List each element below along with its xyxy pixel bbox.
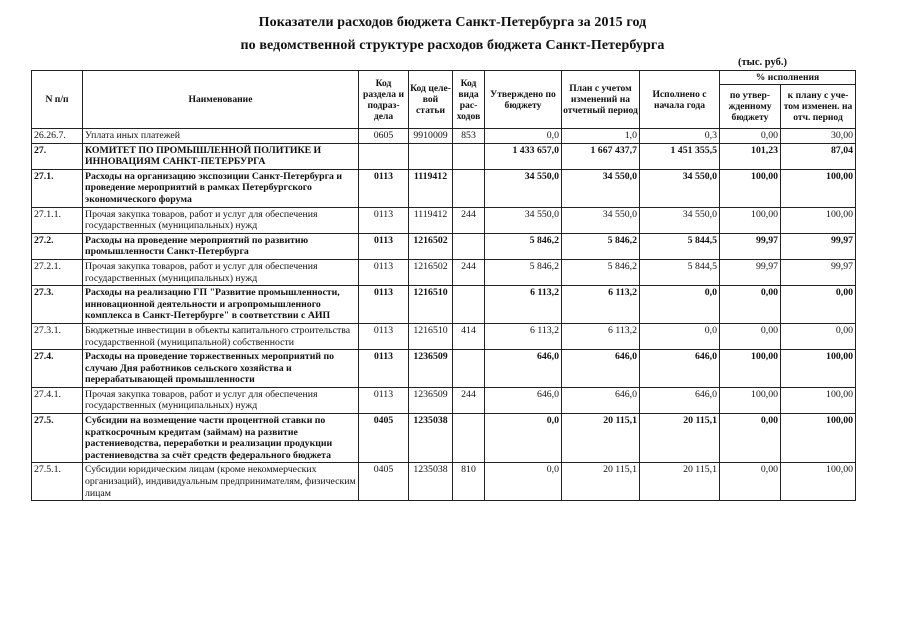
row-approved: 5 846,2 (485, 259, 562, 285)
row-plan: 5 846,2 (562, 233, 640, 259)
header-percent: % исполнения (720, 71, 856, 85)
row-number: 27.3. (32, 286, 83, 324)
table-body (32, 129, 856, 501)
row-article-code: 1216502 (409, 233, 453, 259)
header-name: Наименование (83, 71, 359, 129)
row-article-code: 1235038 (409, 463, 453, 501)
table-row (32, 286, 856, 324)
row-executed: 646,0 (640, 350, 720, 388)
row-approved: 0,0 (485, 414, 562, 463)
table-row (32, 463, 856, 501)
row-name: Уплата иных платежей (83, 129, 359, 144)
row-name: Субсидии юридическим лицам (кроме некоммерческих организаций), индивидуальным предпринимателям, физическим лицам (83, 463, 359, 501)
row-plan: 5 846,2 (562, 259, 640, 285)
row-name: Расходы на реализацию ГП "Развитие промышленности, инновационной деятельности и агропромышленного комплекса в Санкт-Петербурге" в соответствии с АИП (83, 286, 359, 324)
row-plan: 6 113,2 (562, 286, 640, 324)
row-approved: 6 113,2 (485, 323, 562, 349)
row-executed: 34 550,0 (640, 169, 720, 207)
row-article-code: 1216502 (409, 259, 453, 285)
row-percent-approved: 0,00 (720, 323, 781, 349)
row-type-code: 810 (453, 463, 485, 501)
row-percent-approved: 100,00 (720, 350, 781, 388)
row-plan: 20 115,1 (562, 414, 640, 463)
table-row (32, 414, 856, 463)
row-executed: 34 550,0 (640, 207, 720, 233)
row-number: 27.2.1. (32, 259, 83, 285)
header-statya: Код целе-вой статьи (409, 71, 453, 129)
row-type-code: 244 (453, 207, 485, 233)
row-number: 27. (32, 143, 83, 169)
header-executed: Исполнено с начала года (640, 71, 720, 129)
row-name: Прочая закупка товаров, работ и услуг для обеспечения государственных (муниципальных) нужд (83, 207, 359, 233)
row-number: 27.1.1. (32, 207, 83, 233)
header-num: N п/п (32, 71, 83, 129)
row-percent-approved: 0,00 (720, 129, 781, 144)
table-row (32, 323, 856, 349)
row-article-code (409, 143, 453, 169)
row-article-code: 1216510 (409, 286, 453, 324)
row-plan: 1,0 (562, 129, 640, 144)
header-razdel: Код раздела и подраз-дела (359, 71, 409, 129)
row-name: Расходы на организацию экспозиции Санкт-Петербурга и проведение мероприятий в рамках Петербургского экономического форума (83, 169, 359, 207)
row-name: Расходы на проведение торжественных мероприятий по случаю Дня работников сельского хозяйства и перерабатывающей промышленности (83, 350, 359, 388)
row-type-code (453, 143, 485, 169)
row-number: 26.26.7. (32, 129, 83, 144)
table-row (32, 207, 856, 233)
row-number: 27.2. (32, 233, 83, 259)
row-percent-plan: 99,97 (781, 233, 856, 259)
row-name: Прочая закупка товаров, работ и услуг для обеспечения государственных (муниципальных) нужд (83, 387, 359, 413)
table-row (32, 259, 856, 285)
row-type-code: 853 (453, 129, 485, 144)
row-percent-plan: 99,97 (781, 259, 856, 285)
header-percent-approved: по утвер-жденному бюджету (720, 85, 781, 129)
row-section-code: 0113 (359, 286, 409, 324)
row-type-code (453, 414, 485, 463)
header-approved: Утверждено по бюджету (485, 71, 562, 129)
row-section-code: 0605 (359, 129, 409, 144)
table-row (32, 143, 856, 169)
row-percent-approved: 100,00 (720, 207, 781, 233)
row-percent-plan: 87,04 (781, 143, 856, 169)
row-section-code: 0113 (359, 350, 409, 388)
row-section-code: 0113 (359, 387, 409, 413)
row-section-code: 0113 (359, 169, 409, 207)
row-article-code: 1236509 (409, 387, 453, 413)
row-name: Субсидии на возмещение части процентной ставки по краткосрочным кредитам (займам) на развитие растениеводства, переработки и реализации продукции растениеводства за счёт средств федерального бюджета (83, 414, 359, 463)
row-number: 27.5. (32, 414, 83, 463)
row-plan: 646,0 (562, 350, 640, 388)
row-plan: 6 113,2 (562, 323, 640, 349)
row-approved: 0,0 (485, 463, 562, 501)
row-number: 27.5.1. (32, 463, 83, 501)
row-name: КОМИТЕТ ПО ПРОМЫШЛЕННОЙ ПОЛИТИКЕ И ИННОВАЦИЯМ САНКТ-ПЕТЕРБУРГА (83, 143, 359, 169)
row-plan: 646,0 (562, 387, 640, 413)
row-type-code (453, 169, 485, 207)
row-number: 27.3.1. (32, 323, 83, 349)
row-plan: 34 550,0 (562, 207, 640, 233)
row-article-code: 1236509 (409, 350, 453, 388)
row-executed: 0,3 (640, 129, 720, 144)
header-plan: План с учетом изменений на отчетный период (562, 71, 640, 129)
row-percent-plan: 100,00 (781, 387, 856, 413)
row-approved: 6 113,2 (485, 286, 562, 324)
table-row (32, 233, 856, 259)
row-article-code: 1235038 (409, 414, 453, 463)
row-percent-plan: 100,00 (781, 350, 856, 388)
row-approved: 646,0 (485, 350, 562, 388)
units-label: (тыс. руб.) (738, 57, 787, 68)
row-type-code (453, 233, 485, 259)
row-section-code (359, 143, 409, 169)
row-executed: 0,0 (640, 286, 720, 324)
budget-table (31, 70, 856, 501)
row-percent-approved: 99,97 (720, 259, 781, 285)
table-row (32, 169, 856, 207)
report-title: Показатели расходов бюджета Санкт-Петербурга за 2015 год (258, 15, 647, 30)
row-section-code: 0405 (359, 414, 409, 463)
row-plan: 20 115,1 (562, 463, 640, 501)
header-percent-plan: к плану с уче-том изменен. на отч. период (781, 85, 856, 129)
row-approved: 34 550,0 (485, 207, 562, 233)
row-approved: 646,0 (485, 387, 562, 413)
row-number: 27.4. (32, 350, 83, 388)
row-approved: 0,0 (485, 129, 562, 144)
row-name: Бюджетные инвестиции в объекты капитального строительства государственной (муниципальной) собственности (83, 323, 359, 349)
row-percent-approved: 0,00 (720, 463, 781, 501)
row-type-code (453, 350, 485, 388)
row-executed: 20 115,1 (640, 414, 720, 463)
row-number: 27.4.1. (32, 387, 83, 413)
row-section-code: 0113 (359, 323, 409, 349)
row-approved: 1 433 657,0 (485, 143, 562, 169)
row-percent-approved: 0,00 (720, 286, 781, 324)
row-name: Прочая закупка товаров, работ и услуг для обеспечения государственных (муниципальных) нужд (83, 259, 359, 285)
row-percent-plan: 0,00 (781, 286, 856, 324)
row-executed: 20 115,1 (640, 463, 720, 501)
table-row (32, 129, 856, 144)
row-percent-approved: 100,00 (720, 387, 781, 413)
row-percent-plan: 100,00 (781, 207, 856, 233)
row-percent-approved: 0,00 (720, 414, 781, 463)
row-type-code: 414 (453, 323, 485, 349)
row-percent-approved: 99,97 (720, 233, 781, 259)
row-percent-plan: 100,00 (781, 169, 856, 207)
row-percent-approved: 100,00 (720, 169, 781, 207)
row-approved: 34 550,0 (485, 169, 562, 207)
row-section-code: 0113 (359, 207, 409, 233)
row-section-code: 0113 (359, 259, 409, 285)
row-number: 27.1. (32, 169, 83, 207)
row-article-code: 1119412 (409, 169, 453, 207)
row-percent-plan: 100,00 (781, 414, 856, 463)
row-article-code: 9910009 (409, 129, 453, 144)
row-section-code: 0405 (359, 463, 409, 501)
row-section-code: 0113 (359, 233, 409, 259)
row-plan: 34 550,0 (562, 169, 640, 207)
row-executed: 646,0 (640, 387, 720, 413)
row-article-code: 1216510 (409, 323, 453, 349)
row-executed: 0,0 (640, 323, 720, 349)
row-executed: 1 451 355,5 (640, 143, 720, 169)
row-executed: 5 844,5 (640, 259, 720, 285)
row-type-code (453, 286, 485, 324)
table-row (32, 387, 856, 413)
row-type-code: 244 (453, 259, 485, 285)
row-approved: 5 846,2 (485, 233, 562, 259)
row-percent-plan: 30,00 (781, 129, 856, 144)
header-vid: Код вида рас-ходов (453, 71, 485, 129)
row-name: Расходы на проведение мероприятий по развитию промышленности Санкт-Петербурга (83, 233, 359, 259)
row-percent-approved: 101,23 (720, 143, 781, 169)
table-row (32, 350, 856, 388)
row-executed: 5 844,5 (640, 233, 720, 259)
report-subtitle: по ведомственной структуре расходов бюджета Санкт-Петербурга (240, 38, 665, 53)
row-plan: 1 667 437,7 (562, 143, 640, 169)
row-article-code: 1119412 (409, 207, 453, 233)
row-percent-plan: 100,00 (781, 463, 856, 501)
row-percent-plan: 0,00 (781, 323, 856, 349)
row-type-code: 244 (453, 387, 485, 413)
